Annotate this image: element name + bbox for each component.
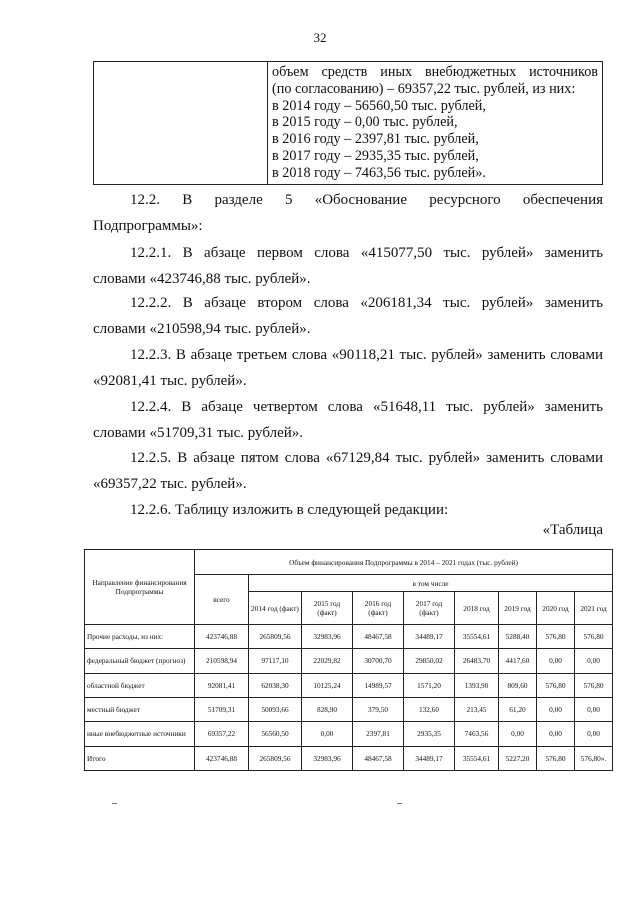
text-line: в 2017 году – 2935,35 тыс. рублей, (272, 147, 479, 164)
year-header: 2014 год (факт) (249, 592, 302, 625)
value-cell: 0,00 (575, 649, 613, 673)
page-number: 32 (313, 30, 327, 45)
value-cell: 0,00 (537, 649, 575, 673)
text-line: объем средств иных внебюджетных источников (272, 64, 598, 80)
value-cell: 35554,61 (455, 625, 499, 649)
value-cell: 35554,61 (455, 746, 499, 770)
paragraph-12-2-3 (93, 342, 603, 394)
value-cell: 576,80 (575, 625, 613, 649)
paragraph-line: 12.2.3. В абзаце третьем слова «90118,21 тыс. рублей» заменить словами (130, 347, 603, 363)
paragraph-line: 12.2.4. В абзаце четвертом слова «51648,11 тыс. рублей» заменить (130, 399, 603, 415)
value-cell: 7463,56 (455, 722, 499, 746)
table-row (85, 746, 613, 770)
table-row (85, 673, 613, 697)
year-header: 2021 год (575, 592, 613, 625)
year-header: 2015 год (факт) (302, 592, 353, 625)
table-row (85, 649, 613, 673)
financing-table (84, 549, 613, 771)
value-cell: 132,60 (404, 697, 455, 721)
value-cell: 210598,94 (195, 649, 249, 673)
value-cell: 34489,17 (404, 746, 455, 770)
funding-text-cell (268, 62, 603, 185)
year-header: 2018 год (455, 592, 499, 625)
paragraph-line: словами «423746,88 тыс. рублей». (93, 271, 311, 287)
value-cell: 1393,90 (455, 673, 499, 697)
row-label: Итого (85, 746, 195, 770)
value-cell: 32983,96 (302, 625, 353, 649)
paragraph-line: 12.2.1. В абзаце первом слова «415077,50 тыс. рублей» заменить (130, 245, 603, 261)
paragraph-line: «69357,22 тыс. рублей». (93, 476, 247, 492)
value-cell: 50093,66 (249, 697, 302, 721)
text-line: в 2015 году – 0,00 тыс. рублей, (272, 114, 458, 131)
text-line: в 2014 году – 56560,50 тыс. рублей, (272, 97, 486, 114)
scan-mark (397, 803, 402, 804)
row-label: федеральный бюджет (прогноз) (85, 649, 195, 673)
value-cell: 576,80 (537, 673, 575, 697)
value-cell: 10125,24 (302, 673, 353, 697)
total-header: всего (195, 575, 249, 625)
year-header: 2020 год (537, 592, 575, 625)
value-cell: 0,00 (537, 722, 575, 746)
text-line: в 2018 году – 7463,56 тыс. рублей». (272, 164, 486, 181)
value-cell: 0,00 (575, 697, 613, 721)
value-cell: 576,80 (575, 673, 613, 697)
value-cell: 51709,31 (195, 697, 249, 721)
paragraph-line: 12.2.2. В абзаце втором слова «206181,34 тыс. рублей» заменить (130, 295, 603, 311)
value-cell: 69357,22 (195, 722, 249, 746)
value-cell: 265809,56 (249, 625, 302, 649)
value-cell: 423746,88 (195, 625, 249, 649)
year-header: 2019 год (499, 592, 537, 625)
value-cell: 379,50 (353, 697, 404, 721)
value-cell: 56560,50 (249, 722, 302, 746)
value-cell: 34489,17 (404, 625, 455, 649)
value-cell: 828,90 (302, 697, 353, 721)
value-cell: 5288,40 (499, 625, 537, 649)
paragraph-12-2-1 (93, 240, 603, 292)
value-cell: 2397,81 (353, 722, 404, 746)
value-cell: 0,00 (499, 722, 537, 746)
text-line: (по согласованию) – 69357,22 тыс. рублей, из них: (272, 80, 576, 97)
value-cell: 14989,57 (353, 673, 404, 697)
value-cell: 0,00 (575, 722, 613, 746)
paragraph-line: 12.2.6. Таблицу изложить в следующей редакции: (130, 502, 449, 518)
value-cell: 0,00 (537, 697, 575, 721)
value-cell: 48467,58 (353, 625, 404, 649)
value-cell: 29850,02 (404, 649, 455, 673)
row-label: Прочие расходы, из них: (85, 625, 195, 649)
empty-cell (94, 62, 268, 185)
year-header: 2017 год (факт) (404, 592, 455, 625)
paragraph-12-2-2 (93, 290, 603, 342)
paragraph-line: 12.2.5. В абзаце пятом слова «67129,84 тыс. рублей» заменить словами (130, 450, 603, 466)
paragraph-12-2-5 (93, 445, 603, 497)
value-cell: 62038,30 (249, 673, 302, 697)
paragraph-12-2-4 (93, 394, 603, 446)
paragraph-line: 12.2. В разделе 5 «Обоснование ресурсного обеспечения (130, 192, 603, 208)
value-cell: 61,20 (499, 697, 537, 721)
value-cell: 0,00 (302, 722, 353, 746)
value-cell: 576,80 (537, 625, 575, 649)
paragraph-line: словами «210598,94 тыс. рублей». (93, 321, 311, 337)
value-cell: 30700,70 (353, 649, 404, 673)
paragraph-line: Подпрограммы»: (93, 218, 203, 234)
paragraph-line: словами «51709,31 тыс. рублей». (93, 425, 304, 441)
direction-header: Направление финансирования Подпрограммы (85, 550, 195, 625)
scan-mark (112, 803, 117, 804)
value-cell: 2935,35 (404, 722, 455, 746)
table-row (85, 722, 613, 746)
resource-table-continuation (93, 61, 603, 185)
row-label: местный бюджет (85, 697, 195, 721)
row-label: областной бюджет (85, 673, 195, 697)
value-cell: 5227,20 (499, 746, 537, 770)
value-cell: 576,80 (537, 746, 575, 770)
value-cell: 423746,88 (195, 746, 249, 770)
value-cell: 4417,60 (499, 649, 537, 673)
table-caption: «Таблица (542, 522, 603, 538)
paragraph-12-2-6 (93, 497, 603, 523)
value-cell: 213,45 (455, 697, 499, 721)
value-cell: 48467,58 (353, 746, 404, 770)
including-header: в том числе (249, 575, 613, 592)
value-cell: 22029,82 (302, 649, 353, 673)
table-row (85, 625, 613, 649)
volume-header: Объем финансирования Подпрограммы в 2014 – 2021 годах (тыс. рублей) (195, 550, 613, 575)
paragraph-12-2 (93, 187, 603, 239)
text-line: в 2016 году – 2397,81 тыс. рублей, (272, 131, 479, 148)
value-cell: 92081,41 (195, 673, 249, 697)
row-label: иные внебюджетные источники (85, 722, 195, 746)
value-cell: 32983,96 (302, 746, 353, 770)
value-cell: 809,60 (499, 673, 537, 697)
value-cell: 1571,20 (404, 673, 455, 697)
value-cell: 26483,70 (455, 649, 499, 673)
value-cell: 576,80». (575, 746, 613, 770)
year-header: 2016 год (факт) (353, 592, 404, 625)
table-row (85, 697, 613, 721)
paragraph-line: «92081,41 тыс. рублей». (93, 373, 247, 389)
value-cell: 265809,56 (249, 746, 302, 770)
value-cell: 97117,10 (249, 649, 302, 673)
